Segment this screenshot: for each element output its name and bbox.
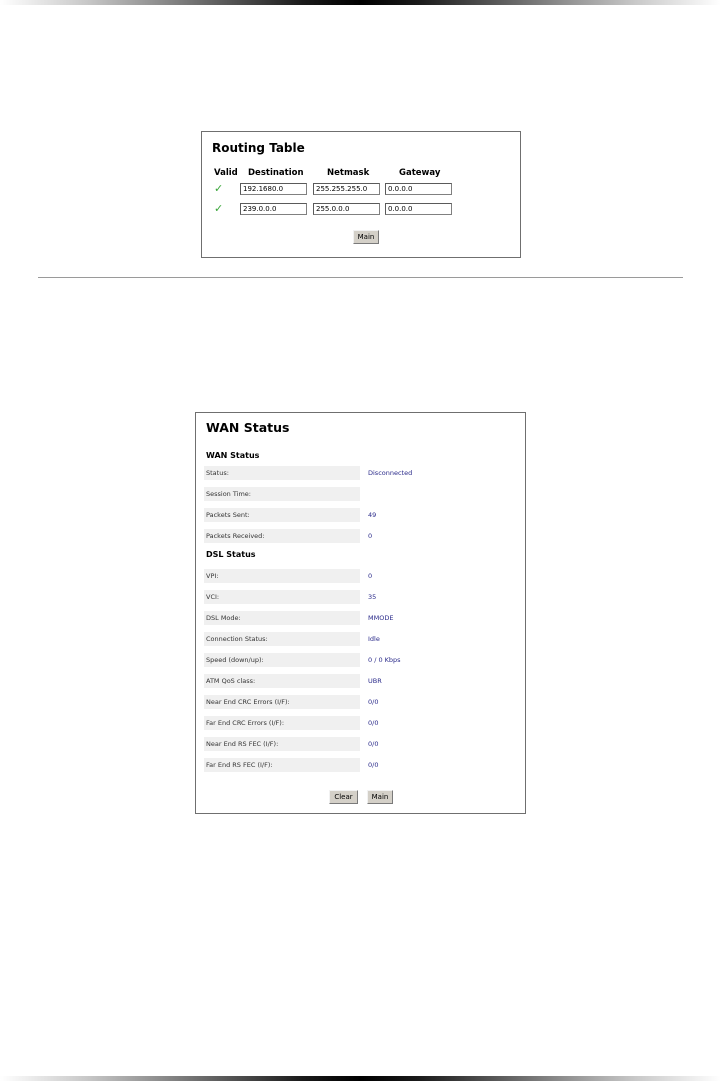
wan-status-panel [195, 412, 526, 814]
valid-check-icon: ✓ [214, 202, 224, 215]
destination-input[interactable] [240, 183, 307, 195]
packets-sent-value: 49 [368, 511, 377, 519]
netmask-input[interactable] [313, 183, 380, 195]
atm-qos-class-label: ATM QoS class: [204, 674, 360, 688]
near-end-crc-errors-label: Near End CRC Errors (I/F): [204, 695, 360, 709]
netmask-input[interactable] [313, 203, 380, 215]
routing-table-panel [201, 131, 521, 258]
routing-table-title: Routing Table [212, 141, 305, 155]
column-header-valid: Valid [214, 168, 238, 178]
gateway-input[interactable] [385, 183, 452, 195]
far-end-crc-errors-label: Far End CRC Errors (I/F): [204, 716, 360, 730]
connection-status-value: Idle [368, 635, 380, 643]
column-header-gateway: Gateway [399, 168, 441, 178]
near-end-rs-fec-value: 0/0 [368, 740, 379, 748]
speed-label: Speed (down/up): [204, 653, 360, 667]
wan-status-section-heading: WAN Status [206, 451, 260, 460]
vci-value: 35 [368, 593, 377, 601]
status-label: Status: [204, 466, 360, 480]
near-end-crc-errors-value: 0/0 [368, 698, 379, 706]
speed-value: 0 / 0 Kbps [368, 656, 401, 664]
packets-sent-label: Packets Sent: [204, 508, 360, 522]
far-end-rs-fec-value: 0/0 [368, 761, 379, 769]
far-end-rs-fec-label: Far End RS FEC (I/F): [204, 758, 360, 772]
destination-input[interactable] [240, 203, 307, 215]
session-time-label: Session Time: [204, 487, 360, 501]
far-end-crc-errors-value: 0/0 [368, 719, 379, 727]
packets-received-label: Packets Received: [204, 529, 360, 543]
gateway-input[interactable] [385, 203, 452, 215]
connection-status-label: Connection Status: [204, 632, 360, 646]
section-divider [38, 277, 683, 278]
dsl-mode-label: DSL Mode: [204, 611, 360, 625]
column-header-netmask: Netmask [327, 168, 370, 178]
top-decorative-bar [0, 0, 721, 5]
main-button[interactable]: Main [367, 790, 393, 804]
main-button[interactable]: Main [353, 230, 379, 244]
vpi-label: VPI: [204, 569, 360, 583]
vpi-value: 0 [368, 572, 373, 580]
vci-label: VCI: [204, 590, 360, 604]
clear-button[interactable]: Clear [329, 790, 358, 804]
atm-qos-class-value: UBR [368, 677, 382, 685]
packets-received-value: 0 [368, 532, 373, 540]
dsl-status-section-heading: DSL Status [206, 550, 256, 559]
bottom-decorative-bar [0, 1076, 721, 1081]
valid-check-icon: ✓ [214, 182, 224, 195]
status-value: Disconnected [368, 469, 413, 477]
dsl-mode-value: MMODE [368, 614, 394, 622]
column-header-destination: Destination [248, 168, 304, 178]
near-end-rs-fec-label: Near End RS FEC (I/F): [204, 737, 360, 751]
wan-status-title: WAN Status [206, 420, 290, 435]
